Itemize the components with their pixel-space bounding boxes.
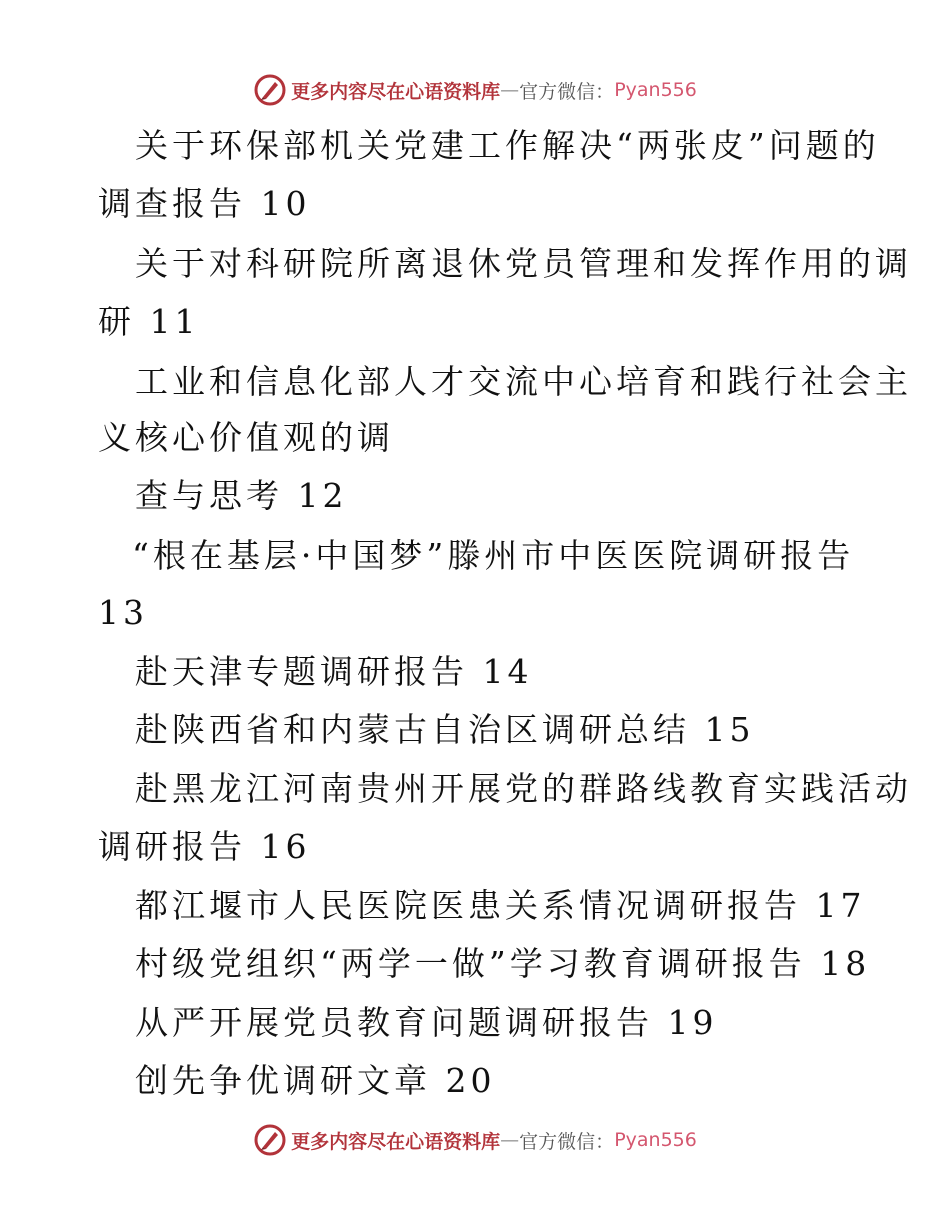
- toc-line: 13: [98, 593, 148, 632]
- banner-wechat-id: Pyan556: [614, 79, 697, 101]
- toc-line: 查与思考 12: [135, 476, 348, 515]
- toc-line: 从严开展党员教育问题调研报告 19: [135, 1003, 718, 1042]
- toc-line: 赴黑龙江河南贵州开展党的群路线教育实践活动: [135, 769, 912, 808]
- banner-dash: —: [500, 1129, 520, 1151]
- toc-line: 调查报告 10: [98, 184, 311, 223]
- banner-wechat-id: Pyan556: [614, 1129, 697, 1151]
- toc-line: 赴天津专题调研报告 14: [135, 652, 533, 691]
- quill-logo-icon: [253, 1123, 287, 1157]
- toc-line: 义核心价值观的调: [98, 418, 394, 457]
- toc-line: 赴陕西省和内蒙古自治区调研总结 15: [135, 710, 755, 749]
- banner-wechat-label: 官方微信：: [519, 1130, 615, 1153]
- toc-line: 关于对科研院所离退休党员管理和发挥作用的调: [135, 244, 912, 283]
- banner-dash: —: [500, 79, 520, 101]
- toc-line: 都江堰市人民医院医患关系情况调研报告 17: [135, 886, 866, 925]
- toc-line: 村级党组织“两学一做”学习教育调研报告 18: [135, 944, 871, 983]
- banner-title: 更多内容尽在心语资料库: [291, 1130, 501, 1153]
- toc-line: “根在基层·中国梦”滕州市中医医院调研报告: [132, 536, 855, 575]
- header-banner: [0, 70, 950, 110]
- toc-line: 关于环保部机关党建工作解决“两张皮”问题的: [135, 126, 880, 165]
- banner-title: 更多内容尽在心语资料库: [291, 80, 501, 103]
- toc-line: 工业和信息化部人才交流中心培育和践行社会主: [135, 362, 912, 401]
- quill-logo-icon: [253, 73, 287, 107]
- toc-line: 调研报告 16: [98, 827, 311, 866]
- toc-line: 研 11: [98, 302, 200, 341]
- footer-banner: [0, 1120, 950, 1160]
- banner-wechat-label: 官方微信：: [519, 80, 615, 103]
- toc-line: 创先争优调研文章 20: [135, 1061, 496, 1100]
